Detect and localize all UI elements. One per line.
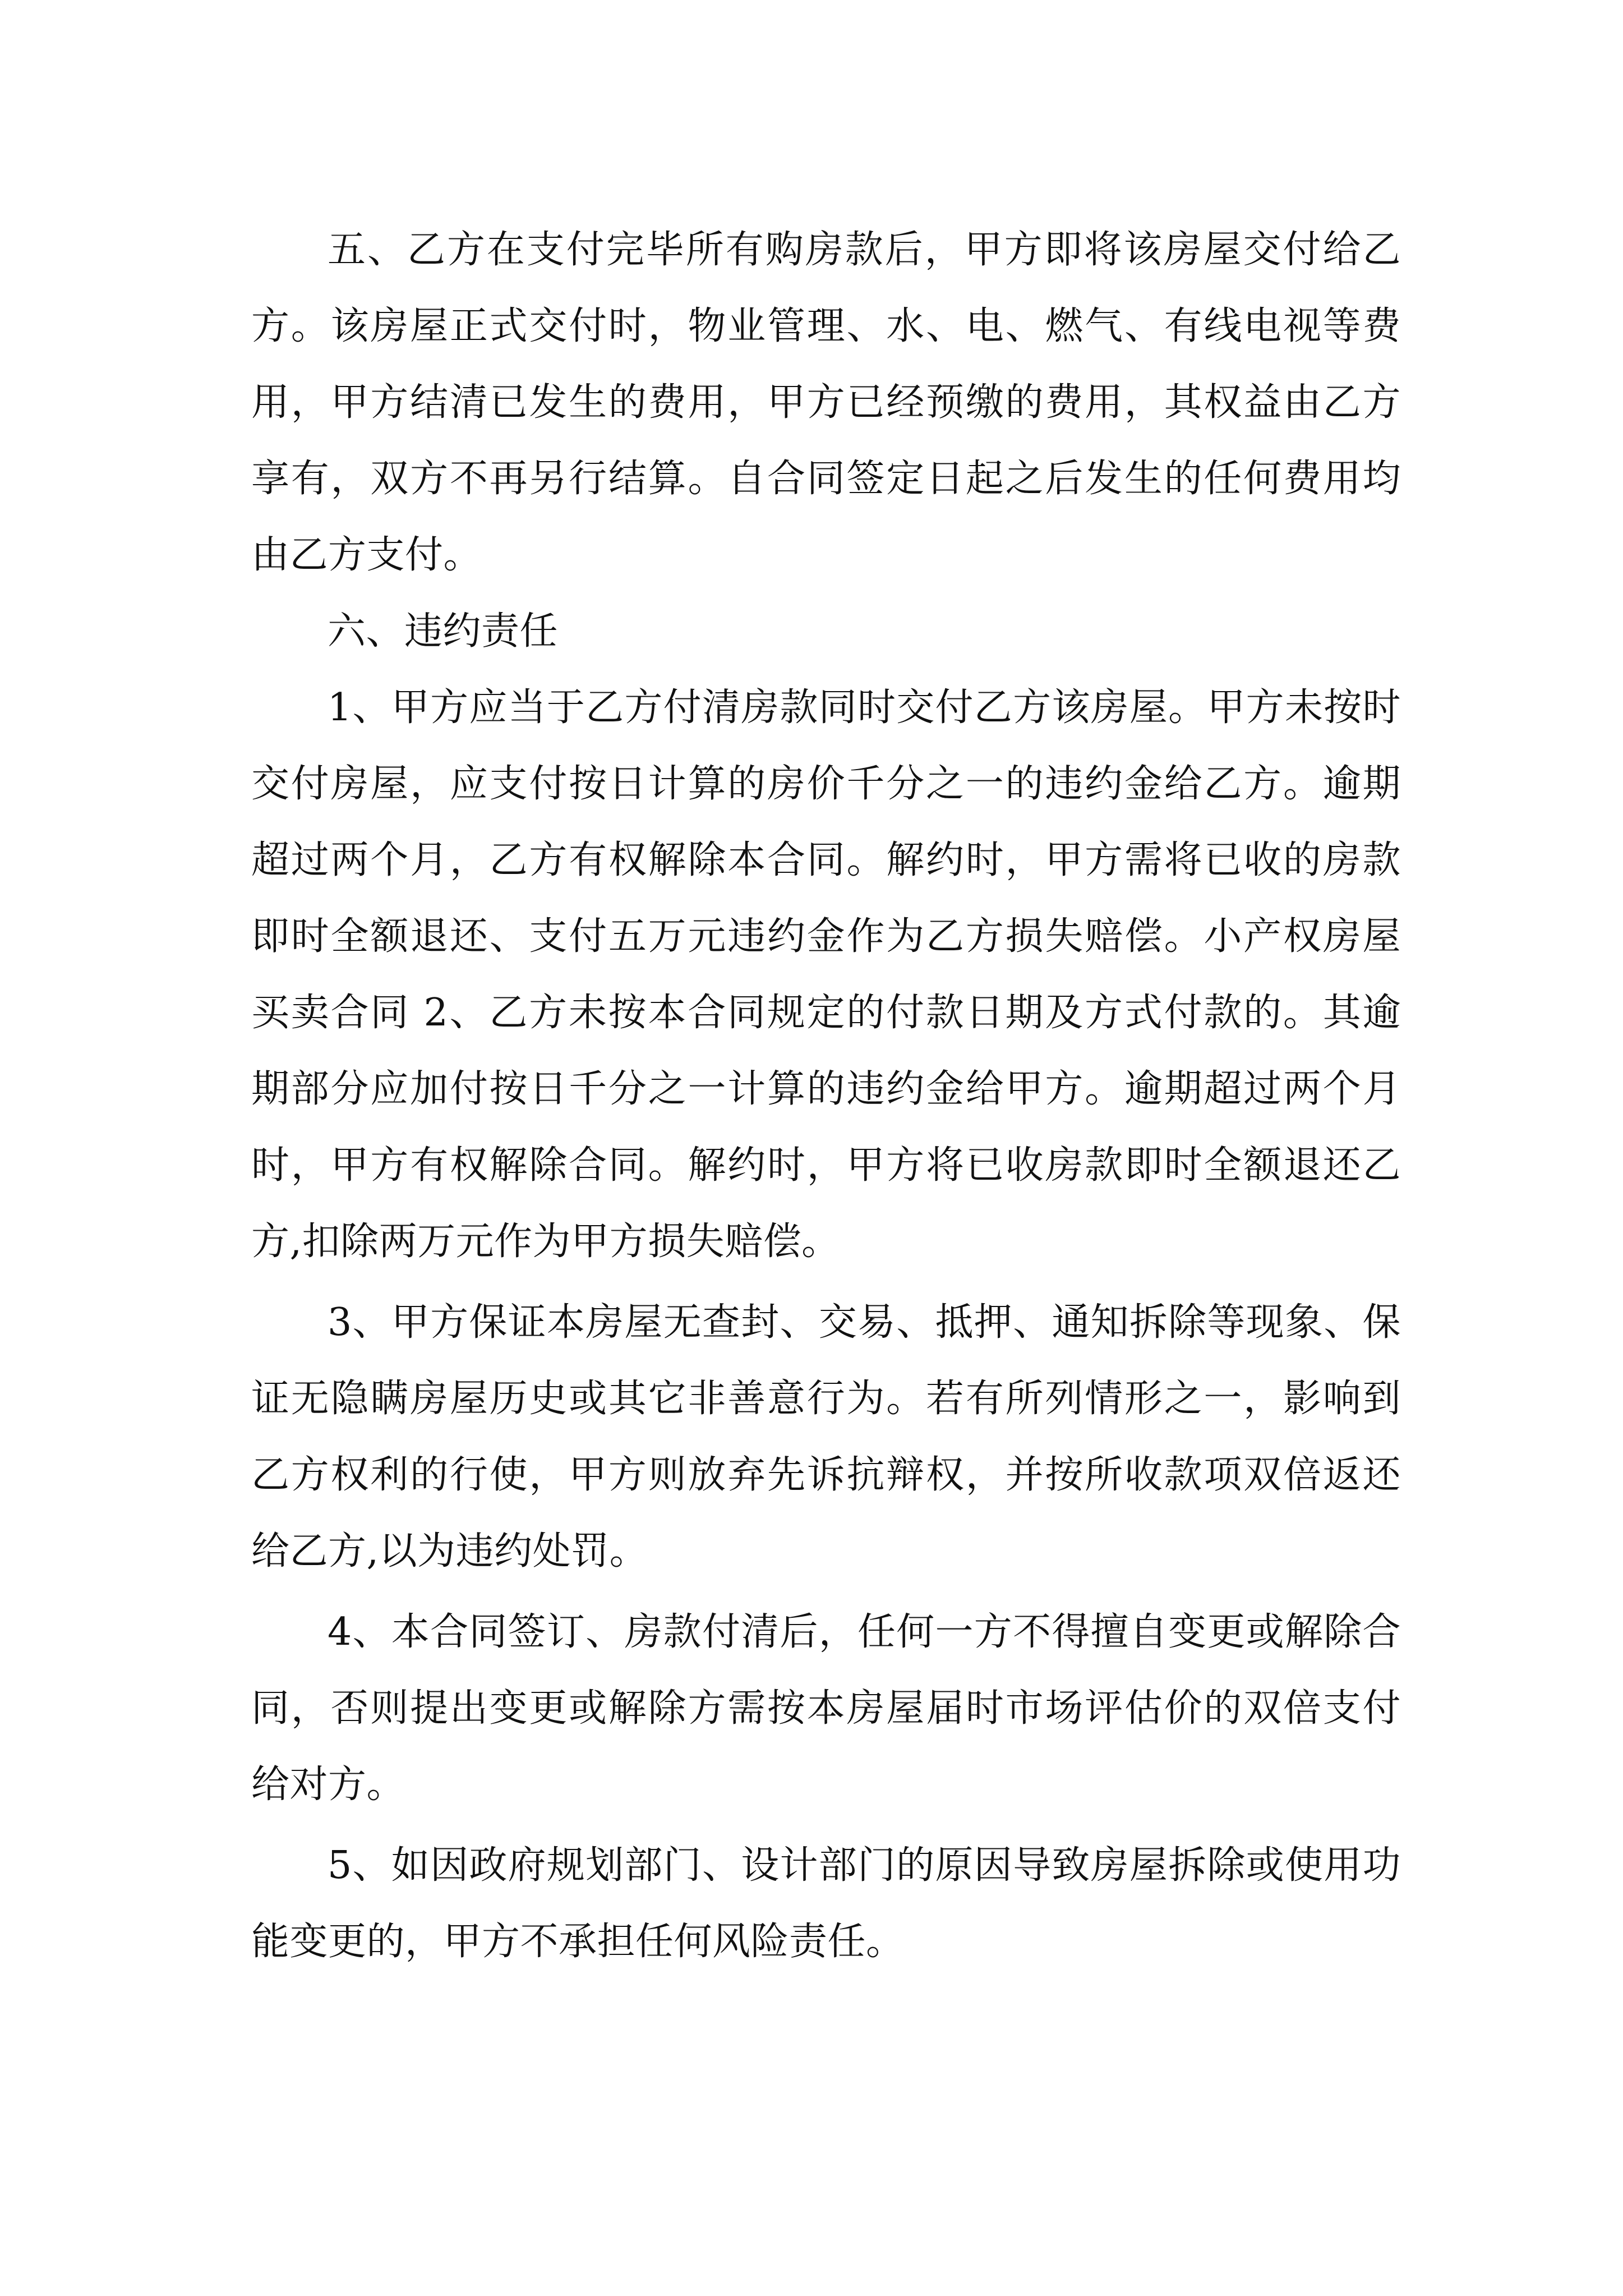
paragraph-breach-clause-3: 3、甲方保证本房屋无查封、交易、抵押、通知拆除等现象、保证无隐瞒房屋历史或其它非善意行为。若有所列情形之一，影响到乙方权利的行使，甲方则放弃先诉抗辩权，并按所收款项双倍返还给乙方,以为违约处罚。 bbox=[251, 1300, 1401, 1573]
section-heading-breach-liability: 六、违约责任 bbox=[328, 609, 559, 654]
document-body bbox=[251, 212, 1401, 1980]
paragraph-delivery-clause: 五、乙方在支付完毕所有购房款后，甲方即将该房屋交付给乙方。该房屋正式交付时，物业管理、水、电、燃气、有线电视等费用，甲方结清已发生的费用，甲方已经预缴的费用，其权益由乙方享有，双方不再另行结算。自合同签定日起之后发生的任何费用均由乙方支付。 bbox=[251, 228, 1401, 577]
paragraph-breach-clause-1: 1、甲方应当于乙方付清房款同时交付乙方该房屋。甲方未按时交付房屋，应支付按日计算的房价千分之一的违约金给乙方。逾期超过两个月，乙方有权解除本合同。解约时，甲方需将已收的房款即时全额退还、支付五万元违约金作为乙方损失赔偿。小产权房屋买卖合同 2、乙方未按本合同规定的付款日期及方式付款的。其逾期部分应加付按日千分之一计算的违约金给甲方。逾期超过两个月时，甲方有权解除合同。解约时，甲方将已收房款即时全额退还乙方,扣除两万元作为甲方损失赔偿。 bbox=[251, 685, 1401, 1264]
paragraph-breach-clause-4: 4、本合同签订、房款付清后，任何一方不得擅自变更或解除合同，否则提出变更或解除方需按本房屋届时市场评估价的双倍支付给对方。 bbox=[251, 1610, 1401, 1807]
paragraph-breach-clause-5: 5、如因政府规划部门、设计部门的原因导致房屋拆除或使用功能变更的，甲方不承担任何风险责任。 bbox=[251, 1843, 1401, 1964]
